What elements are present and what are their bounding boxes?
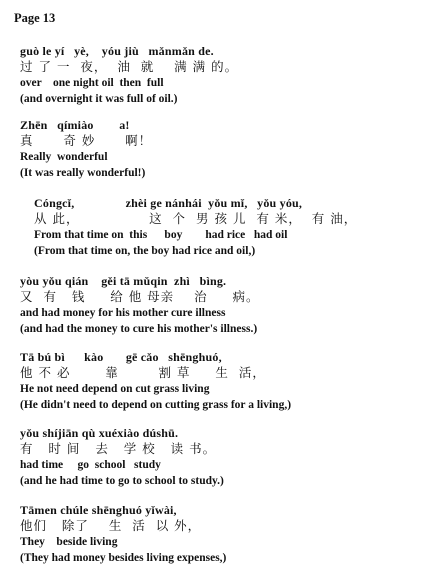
pinyin-line: yòu yǒu qián gěi tā mǔqin zhì bìng. [20, 274, 227, 288]
translation-line: (and overnight it was full of oil.) [20, 93, 178, 105]
sentence-block [20, 349, 419, 413]
sentence-block [20, 502, 419, 566]
translation-line: (They had money besides living expenses,) [20, 552, 227, 564]
sentence-block [20, 273, 419, 337]
page-number: Page 13 [14, 11, 56, 25]
chinese-line: 从 此， 这 个 男 孩 儿 有 米， 有 油， [34, 211, 358, 226]
chinese-line: 又 有 钱 给 他 母亲 治 病。 [20, 289, 260, 304]
word-gloss-line: He not need depend on cut grass living [20, 383, 210, 395]
sentence-block [20, 43, 419, 107]
chinese-line: 真 奇 妙 啊！ [20, 133, 153, 148]
word-gloss-line: Really wonderful [20, 151, 108, 163]
sentence-block [20, 425, 419, 489]
translation-line: (It was really wonderful!) [20, 167, 146, 179]
sentence-block [20, 195, 419, 259]
translation-line: (From that time on, the boy had rice and oil,) [34, 245, 256, 257]
pinyin-line: Cóngcǐ, zhèi ge nánhái yǒu mǐ, yǒu yóu, [34, 196, 303, 210]
word-gloss-line: From that time on this boy had rice had oil [34, 229, 288, 241]
word-gloss-line: They beside living [20, 536, 118, 548]
translation-line: (and he had time to go to school to study.) [20, 475, 224, 487]
translation-line: (and had the money to cure his mother's illness.) [20, 323, 258, 335]
word-gloss-line: and had money for his mother cure illness [20, 307, 226, 319]
translation-line: (He didn't need to depend on cutting grass for a living,) [20, 399, 292, 411]
chinese-line: 过 了 一 夜， 油 就 满 满 的。 [20, 59, 239, 74]
pinyin-line: yǒu shíjiān qù xuéxiào dúshū. [20, 426, 179, 440]
word-gloss-line: had time go school study [20, 459, 161, 471]
word-gloss-line: over one night oil then full [20, 77, 164, 89]
pinyin-line: guò le yí yè, yóu jiù mǎnmǎn de. [20, 44, 214, 58]
chinese-line: 有 时 间 去 学 校 读 书。 [20, 441, 217, 456]
pinyin-line: Tāmen chúle shēnghuó yǐwài, [20, 503, 177, 517]
chinese-line: 他 不 必 靠 割 草 生 活， [20, 365, 266, 380]
chinese-line: 他们 除了 生 活 以 外， [20, 518, 202, 533]
pinyin-line: Zhēn qímiào a! [20, 118, 130, 132]
pinyin-line: Tā bú bì kào gē cǎo shēnghuó, [20, 350, 222, 364]
sentence-block [20, 117, 419, 181]
